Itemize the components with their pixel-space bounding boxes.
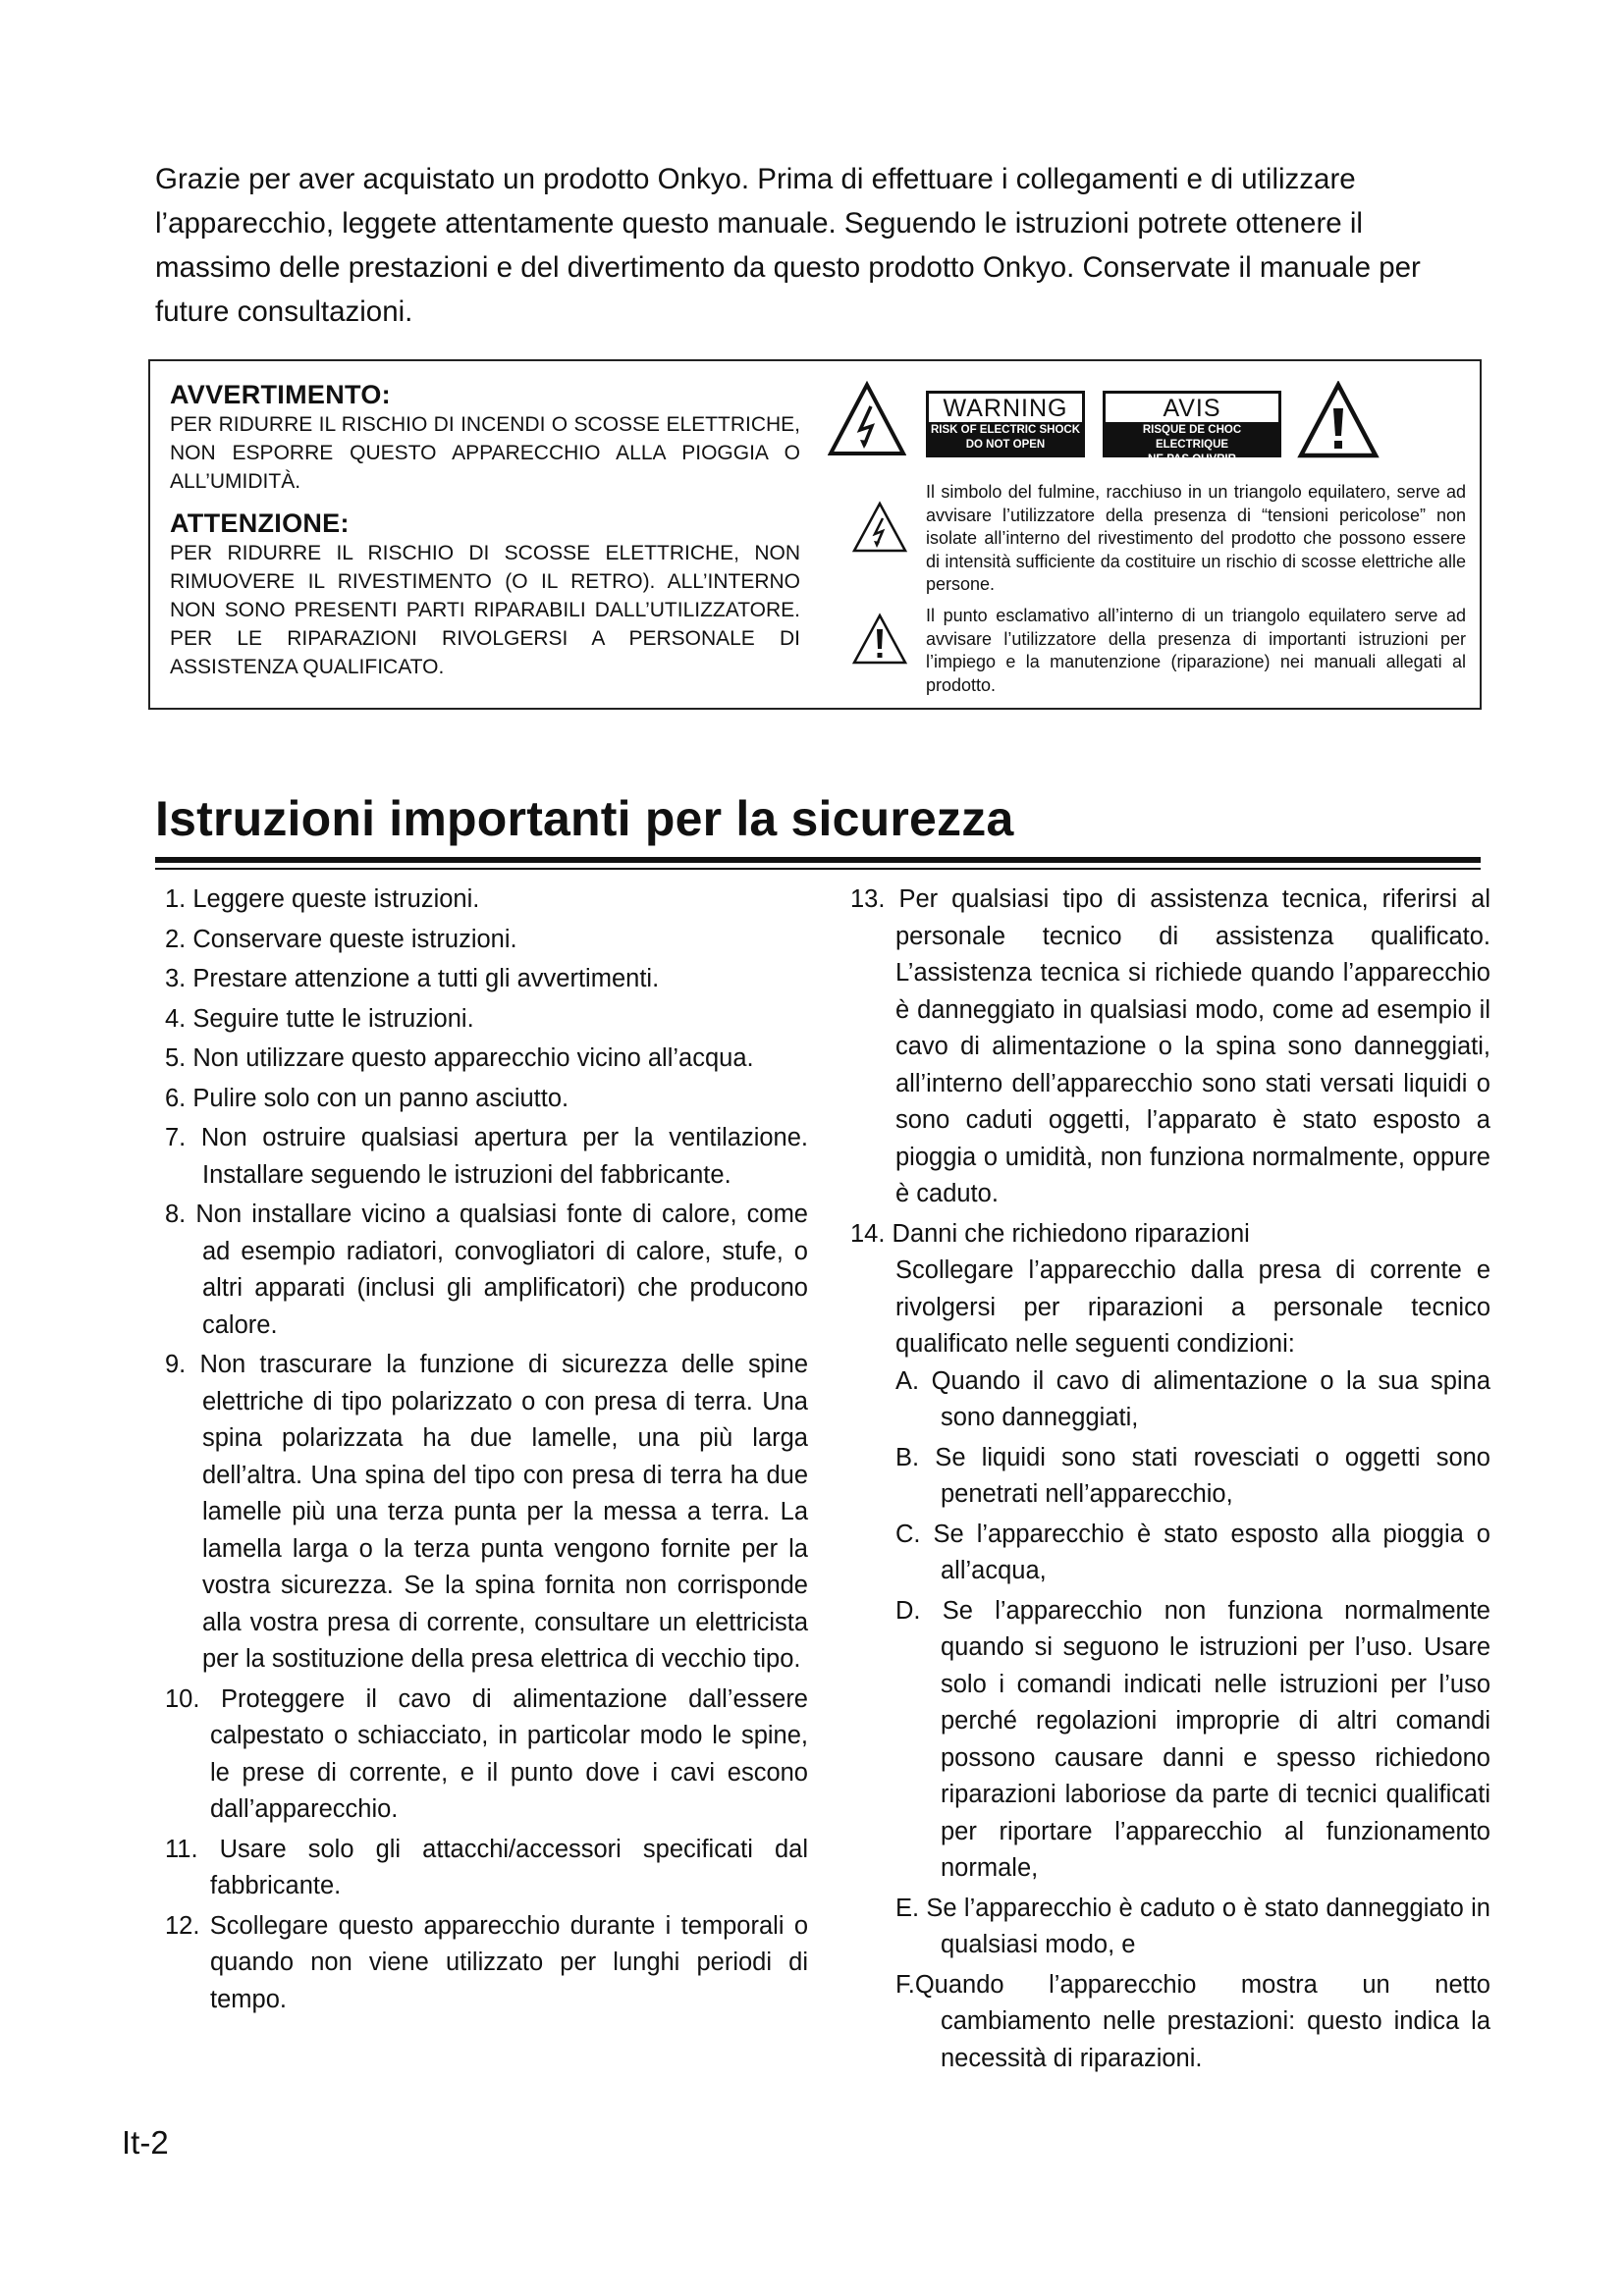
list-item: 5. Non utilizzare questo apparecchio vicino all’acqua. xyxy=(165,1044,754,1072)
section-title: Istruzioni importanti per la sicurezza xyxy=(155,791,1014,846)
list-item: 10. Proteggere il cavo di alimentazione dall’essere calpestato o schiacciato, in particolar modo le spine, le prese di corrente, e il punto dove i cavi escono dall’apparecchio. xyxy=(165,1684,808,1823)
avis-label-line1: RISQUE DE CHOC ELECTRIQUE xyxy=(1142,424,1242,451)
list-item: 9. Non trascurare la funzione di sicurezza delle spine elettriche di tipo polarizzato o con presa di terra. Una spina polarizzata ha due lamelle, una più larga dell’altra. Una spina del tipo con presa di terra ha due lamelle più una terza punta per la messa a terra. La lamella larga o la terza punta vengono fornite per la vostra sicurezza. Se la spina fornita non corrisponde alla vostra presa di corrente, consultare un elettricista per la sostituzione della presa elettrica di vecchio tipo. xyxy=(165,1351,808,1673)
lightning-small-icon xyxy=(851,501,908,554)
instructions-left-column xyxy=(165,881,808,2021)
page-number: It-2 xyxy=(122,2124,169,2161)
avis-label xyxy=(1103,391,1281,465)
list-item-text: Scollegare l’apparecchio dalla presa di corrente e rivolgersi per riparazioni a personale tecnico qualificato nelle seguenti condizioni: xyxy=(895,1256,1490,1358)
list-item: 13. Per qualsiasi tipo di assistenza tecnica, riferirsi al personale tecnico di assistenza qualificato. L’assistenza tecnica si richiede quando l’apparecchio è danneggiato in qualsiasi modo, come ad esempio il cavo di alimentazione o la spina sono danneggiati, all’interno dell’apparecchio sono stati versati liquidi o sono caduti oggetti, l’apparato è stato esposto a pioggia o umidità, non funziona normalmente, oppure è caduto. xyxy=(850,885,1490,1207)
warning-labels-row xyxy=(828,379,1466,477)
attenzione-text: PER RIDURRE IL RISCHIO DI SCOSSE ELETTRICHE, NON RIMUOVERE IL RIVESTIMENTO (O IL RETRO). ALL’INTERNO NON SONO PRESENTI PARTI RIPARABILI DALL’UTILIZZATORE. PER LE RIPARAZIONI RIVOLGERSI A PERSONALE DI ASSISTENZA QUALIFICATO. xyxy=(170,542,800,678)
list-item: 6. Pulire solo con un panno asciutto. xyxy=(165,1084,569,1112)
list-item: 4. Seguire tutte le istruzioni. xyxy=(165,1004,474,1033)
avis-label-line2: NE PAS OUVRIR xyxy=(1148,454,1236,465)
title-rule-thin xyxy=(155,868,1481,870)
warning-text-column xyxy=(170,379,800,693)
exclamation-triangle-icon xyxy=(1297,381,1380,459)
warning-box xyxy=(148,359,1482,710)
sub-list-item: C. Se l’apparecchio è stato esposto alla pioggia o all’acqua, xyxy=(895,1520,1490,1584)
list-item: 8. Non installare vicino a qualsiasi fonte di calore, come ad esempio radiatori, convogliatori di calore, stufe, o altri apparati (inclusi gli amplificatori) che producono calore. xyxy=(165,1201,808,1339)
avvertimento-heading: AVVERTIMENTO: xyxy=(170,380,391,409)
lightning-description: Il simbolo del fulmine, racchiuso in un triangolo equilatero, serve ad avvisare l’utilizzatore della presenza di “tensioni pericolose” non isolate all’interno del rivestimento del prodotto che possono essere di intensità sufficiente da costituire un rischio di scosse elettriche alle persone. xyxy=(926,482,1466,594)
sub-list-item: D. Se l’apparecchio non funziona normalmente quando si seguono le istruzioni per l’uso. Usare solo i comandi indicati nelle istruzioni per l’uso perché regolazioni improprie di altri comandi possono causare danni e spesso richiedono riparazioni laboriose da parte di tecnici qualificati per riportare l’apparecchio al funzionamento normale, xyxy=(895,1596,1490,1882)
instructions-right-column xyxy=(850,881,1490,2080)
sub-list-item: B. Se liquidi sono stati rovesciati o oggetti sono penetrati nell’apparecchio, xyxy=(895,1443,1490,1508)
avis-label-caption xyxy=(1106,422,1278,465)
list-item: 1. Leggere queste istruzioni. xyxy=(165,885,480,913)
warning-label-caption xyxy=(929,422,1082,454)
list-item: 11. Usare solo gli attacchi/accessori specificati dal fabbricante. xyxy=(165,1835,808,1899)
list-item: 3. Prestare attenzione a tutti gli avvertimenti. xyxy=(165,965,660,992)
lightning-symbol-row xyxy=(828,481,1466,599)
warning-label-line1: RISK OF ELECTRIC SHOCK xyxy=(930,424,1081,436)
warning-label-line2: DO NOT OPEN xyxy=(965,439,1046,451)
attenzione-heading: ATTENZIONE: xyxy=(170,508,350,538)
sub-list-item: E. Se l’apparecchio è caduto o è stato danneggiato in qualsiasi modo, e xyxy=(895,1894,1490,1958)
exclamation-small-icon xyxy=(851,613,908,666)
intro-paragraph: Grazie per aver acquistato un prodotto Onkyo. Prima di effettuare i collegamenti e di utilizzare l’apparecchio, leggete attentamente questo manuale. Seguendo le istruzioni potrete ottenere il massimo delle prestazioni e del divertimento da questo prodotto Onkyo. Conservate il manuale per future consultazioni. xyxy=(155,163,1421,328)
symbols-column xyxy=(828,379,1466,693)
sub-list-item: A. Quando il cavo di alimentazione o la sua spina sono danneggiati, xyxy=(895,1366,1490,1431)
warning-label-title: WARNING xyxy=(943,395,1068,422)
list-item: 7. Non ostruire qualsiasi apertura per la ventilazione. Installare seguendo le istruzioni del fabbricante. xyxy=(165,1124,808,1189)
list-item: 14. Danni che richiedono riparazioni xyxy=(850,1219,1250,1248)
avis-label-title: AVIS xyxy=(1163,395,1221,422)
list-item: 12. Scollegare questo apparecchio durante i temporali o quando non viene utilizzato per lunghi periodi di tempo. xyxy=(165,1911,808,2013)
exclamation-symbol-row xyxy=(828,605,1466,693)
title-rule-thick xyxy=(155,857,1481,863)
sub-list-item: F.Quando l’apparecchio mostra un netto cambiamento nelle prestazioni: questo indica la necessità di riparazioni. xyxy=(895,1970,1490,2072)
avvertimento-text: PER RIDURRE IL RISCHIO DI INCENDI O SCOSSE ELETTRICHE, NON ESPORRE QUESTO APPARECCHIO ALLA PIOGGIA O ALL’UMIDITÀ. xyxy=(170,413,800,493)
warning-label xyxy=(926,391,1085,457)
list-item: 2. Conservare queste istruzioni. xyxy=(165,925,517,953)
lightning-triangle-icon xyxy=(828,381,906,457)
exclamation-description: Il punto esclamativo all’interno di un triangolo equilatero serve ad avvisare l’utilizzatore della presenza di importanti istruzioni per l’impiego e la manutenzione (riparazione) nei manuali allegati al prodotto. xyxy=(926,606,1466,695)
